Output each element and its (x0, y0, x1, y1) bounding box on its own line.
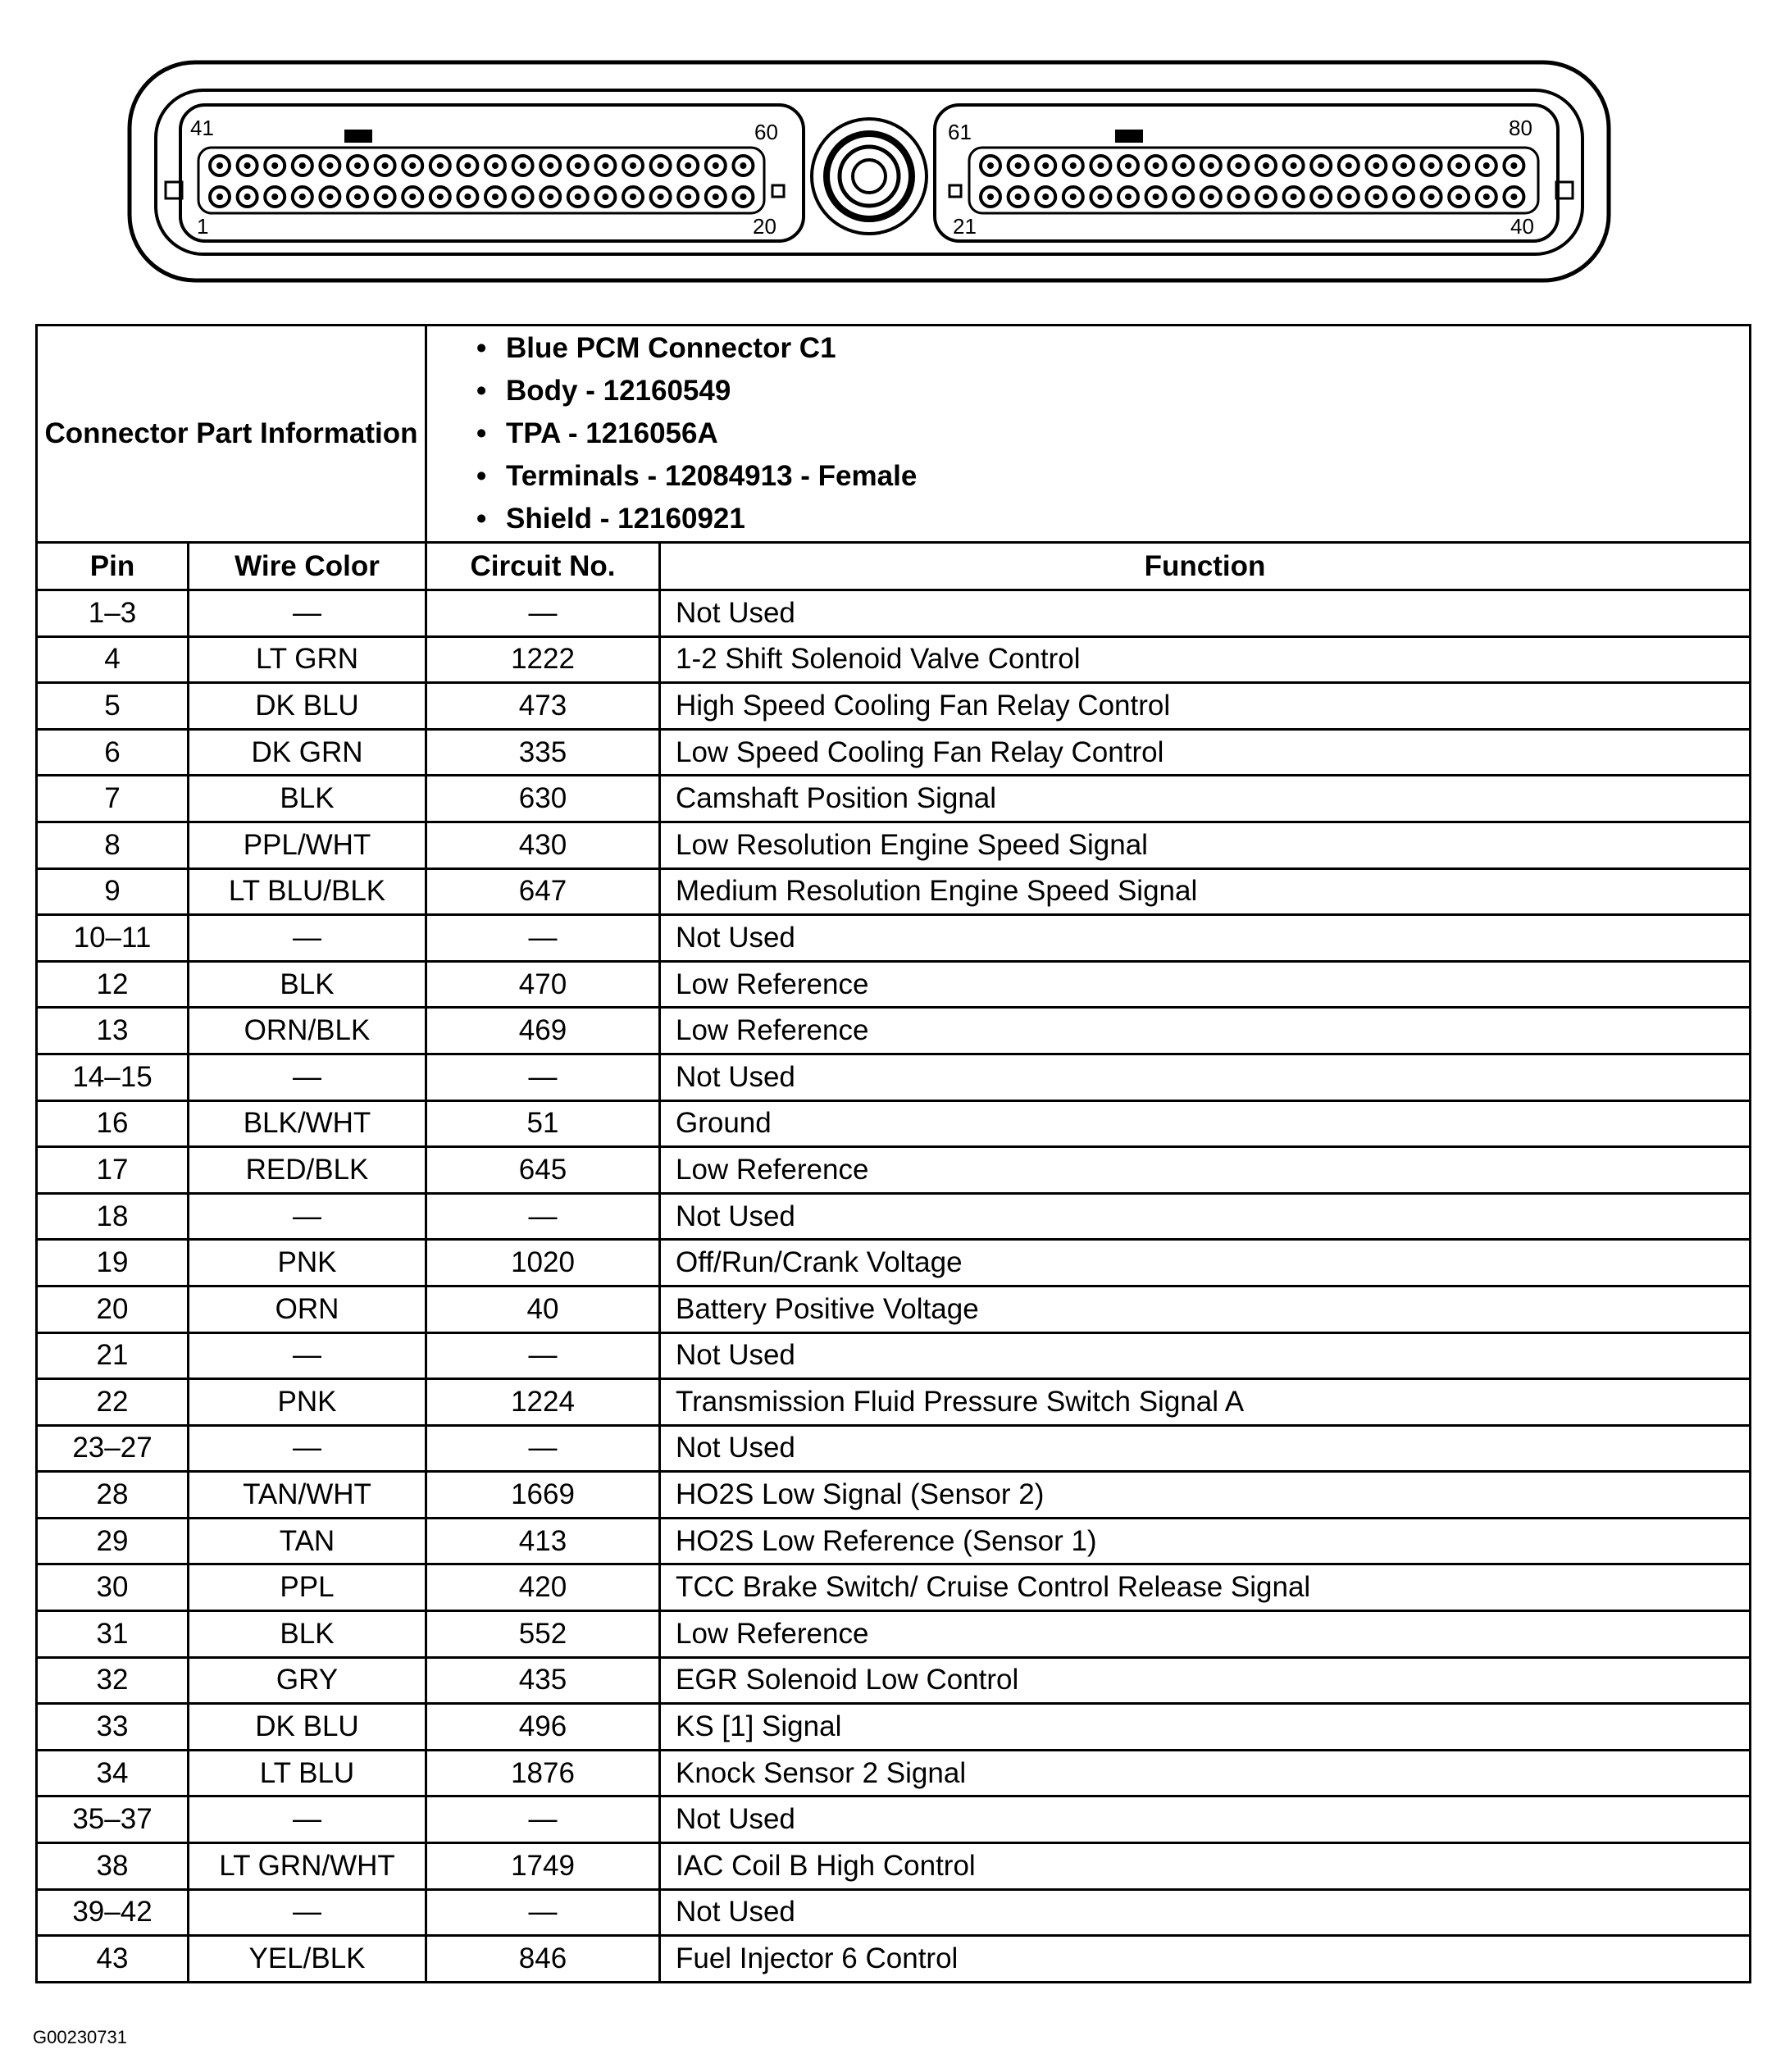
part-info-label: Connector Part Information (37, 326, 426, 543)
pin-terminal (575, 194, 581, 200)
pin-terminal (1318, 162, 1324, 169)
center-bolt-core (853, 160, 886, 193)
wire-color-cell: YEL/BLK (189, 1936, 426, 1983)
pin-terminal (382, 162, 389, 169)
pin-terminal (547, 162, 553, 169)
circuit-no-cell: 435 (426, 1657, 660, 1704)
table-row (37, 1750, 1751, 1796)
table-row (37, 1054, 1751, 1100)
circuit-no-cell: 40 (426, 1286, 660, 1332)
pin-terminal (602, 162, 608, 169)
pin-cell: 30 (37, 1564, 189, 1611)
wire-color-cell: — (189, 1332, 426, 1379)
part-info-row (37, 326, 1751, 543)
pin-terminal (437, 162, 444, 169)
table-row (37, 1379, 1751, 1426)
table-header-row (37, 543, 1751, 590)
pin-terminal (547, 194, 553, 200)
wire-color-cell: LT GRN/WHT (189, 1843, 426, 1890)
function-cell: Medium Resolution Engine Speed Signal (660, 868, 1751, 915)
function-cell: HO2S Low Reference (Sensor 1) (660, 1518, 1751, 1564)
function-cell: Transmission Fluid Pressure Switch Signal A (660, 1379, 1751, 1426)
left-block-tab (772, 185, 784, 197)
pin-label-80: 80 (1509, 116, 1532, 140)
circuit-no-cell: 1749 (426, 1843, 660, 1890)
circuit-no-cell: 846 (426, 1936, 660, 1983)
wire-color-cell: PNK (189, 1240, 426, 1286)
circuit-no-cell: 420 (426, 1564, 660, 1611)
table-row (37, 961, 1751, 1008)
pin-terminal (1042, 194, 1049, 200)
circuit-no-cell: 630 (426, 776, 660, 822)
function-cell: Not Used (660, 1425, 1751, 1472)
right-latch (1115, 130, 1143, 143)
pin-terminal (299, 162, 306, 169)
circuit-no-cell: — (426, 590, 660, 637)
pin-cell: 17 (37, 1147, 189, 1194)
pin-terminal (658, 194, 664, 200)
pin-label-1: 1 (197, 214, 209, 239)
table-row (37, 1147, 1751, 1194)
function-cell: KS [1] Signal (660, 1704, 1751, 1751)
part-info-item: • Blue PCM Connector C1 (476, 327, 1749, 370)
pin-cell: 1–3 (37, 590, 189, 637)
pin-terminal (1235, 162, 1241, 169)
wire-color-cell: TAN (189, 1518, 426, 1564)
table-row (37, 1796, 1751, 1843)
pin-terminal (1180, 194, 1186, 200)
circuit-no-cell: — (426, 1193, 660, 1240)
pin-terminal (1015, 162, 1022, 169)
table-row (37, 1472, 1751, 1519)
circuit-no-cell: — (426, 915, 660, 962)
function-cell: Not Used (660, 1054, 1751, 1100)
pin-cell: 9 (37, 868, 189, 915)
pin-terminal (216, 162, 223, 169)
pin-cell: 34 (37, 1750, 189, 1796)
pin-label-40: 40 (1510, 214, 1534, 239)
pin-terminal (1291, 162, 1297, 169)
wire-color-cell: ORN/BLK (189, 1008, 426, 1054)
pin-cell: 5 (37, 683, 189, 730)
table-row (37, 1611, 1751, 1658)
figure-id: G00230731 (33, 2027, 127, 2047)
circuit-no-cell: 647 (426, 868, 660, 915)
pin-terminal (1263, 162, 1269, 169)
header-circuit-no: Circuit No. (426, 543, 660, 590)
function-cell: IAC Coil B High Control (660, 1843, 1751, 1890)
pin-terminal (1318, 194, 1324, 200)
pin-cell: 43 (37, 1936, 189, 1983)
table-row (37, 1657, 1751, 1704)
wire-color-cell: BLK (189, 776, 426, 822)
wire-color-cell: — (189, 915, 426, 962)
function-cell: Knock Sensor 2 Signal (660, 1750, 1751, 1796)
pin-terminal (520, 194, 526, 200)
pin-terminal (1483, 194, 1490, 200)
pin-terminal (1373, 194, 1379, 200)
pin-cell: 16 (37, 1100, 189, 1147)
pin-cell: 14–15 (37, 1054, 189, 1100)
pin-terminal (409, 162, 416, 169)
circuit-no-cell: 496 (426, 1704, 660, 1751)
pin-terminal (216, 194, 223, 200)
circuit-no-cell: 1224 (426, 1379, 660, 1426)
part-info-item: • Shield - 12160921 (476, 498, 1749, 540)
wire-color-cell: DK GRN (189, 729, 426, 776)
left-pin-cavities (210, 156, 753, 207)
pin-terminal (492, 194, 499, 200)
function-cell: EGR Solenoid Low Control (660, 1657, 1751, 1704)
wire-color-cell: — (189, 1889, 426, 1936)
pin-label-60: 60 (754, 120, 778, 144)
pin-terminal (1263, 194, 1269, 200)
pin-cell: 21 (37, 1332, 189, 1379)
function-cell: Not Used (660, 1193, 1751, 1240)
function-cell: Low Reference (660, 1611, 1751, 1658)
pin-terminal (1070, 162, 1077, 169)
function-cell: TCC Brake Switch/ Cruise Control Release Signal (660, 1564, 1751, 1611)
circuit-no-cell: — (426, 1054, 660, 1100)
pin-terminal (987, 194, 994, 200)
pin-terminal (1208, 194, 1214, 200)
table-row (37, 1240, 1751, 1286)
pin-terminal (1208, 162, 1214, 169)
circuit-no-cell: 1669 (426, 1472, 660, 1519)
pin-cell: 13 (37, 1008, 189, 1054)
pin-terminal (1373, 162, 1379, 169)
circuit-no-cell: 645 (426, 1147, 660, 1194)
table-row (37, 1889, 1751, 1936)
pin-terminal (492, 162, 499, 169)
table-row (37, 729, 1751, 776)
pin-cell: 33 (37, 1704, 189, 1751)
pin-terminal (1070, 194, 1077, 200)
wire-color-cell: DK BLU (189, 683, 426, 730)
function-cell: Low Reference (660, 1147, 1751, 1194)
left-latch (344, 130, 372, 143)
pin-cell: 19 (37, 1240, 189, 1286)
wire-color-cell: — (189, 590, 426, 637)
pin-cell: 22 (37, 1379, 189, 1426)
pin-terminal (575, 162, 581, 169)
table-row (37, 1193, 1751, 1240)
function-cell: Low Reference (660, 961, 1751, 1008)
function-cell: Not Used (660, 1332, 1751, 1379)
pin-terminal (602, 194, 608, 200)
circuit-no-cell: — (426, 1889, 660, 1936)
pin-terminal (987, 162, 994, 169)
wire-color-cell: — (189, 1054, 426, 1100)
pin-terminal (1235, 194, 1241, 200)
pin-cell: 10–11 (37, 915, 189, 962)
table-row (37, 915, 1751, 962)
pin-terminal (299, 194, 306, 200)
pin-terminal (1346, 194, 1352, 200)
pin-terminal (244, 194, 251, 200)
wire-color-cell: BLK (189, 1611, 426, 1658)
pin-terminal (1153, 162, 1159, 169)
circuit-no-cell: 469 (426, 1008, 660, 1054)
function-cell: Camshaft Position Signal (660, 776, 1751, 822)
function-cell: Fuel Injector 6 Control (660, 1936, 1751, 1983)
function-cell: Not Used (660, 915, 1751, 962)
pin-terminal (409, 194, 416, 200)
pin-terminal (1125, 194, 1132, 200)
wire-color-cell: ORN (189, 1286, 426, 1332)
pin-cell: 38 (37, 1843, 189, 1890)
circuit-no-cell: 335 (426, 729, 660, 776)
wire-color-cell: — (189, 1193, 426, 1240)
right-pin-cavities (981, 156, 1523, 207)
pin-terminal (1510, 194, 1517, 200)
pin-terminal (1180, 162, 1186, 169)
table-row (37, 1100, 1751, 1147)
function-cell: Not Used (660, 1889, 1751, 1936)
pin-terminal (740, 162, 746, 169)
circuit-no-cell: 430 (426, 822, 660, 868)
wire-color-cell: RED/BLK (189, 1147, 426, 1194)
pin-terminal (658, 162, 664, 169)
function-cell: Off/Run/Crank Voltage (660, 1240, 1751, 1286)
table-row (37, 1518, 1751, 1564)
pin-terminal (382, 194, 389, 200)
pin-terminal (630, 194, 636, 200)
pin-terminal (1042, 162, 1049, 169)
pin-terminal (1428, 162, 1435, 169)
pin-cell: 4 (37, 636, 189, 683)
function-cell: Low Resolution Engine Speed Signal (660, 822, 1751, 868)
function-cell: Not Used (660, 1796, 1751, 1843)
wire-color-cell: LT BLU (189, 1750, 426, 1796)
wire-color-cell: — (189, 1425, 426, 1472)
pin-label-61: 61 (948, 120, 972, 144)
pin-terminal (740, 194, 746, 200)
pin-terminal (1125, 162, 1132, 169)
pin-terminal (685, 194, 691, 200)
wire-color-cell: PPL/WHT (189, 822, 426, 868)
connector-face-diagram (123, 57, 1615, 287)
table-row (37, 868, 1751, 915)
pin-terminal (685, 162, 691, 169)
function-cell: Battery Positive Voltage (660, 1286, 1751, 1332)
circuit-no-cell: — (426, 1332, 660, 1379)
pin-cell: 18 (37, 1193, 189, 1240)
connector-pinout-table (35, 324, 1751, 1983)
pin-terminal (1097, 162, 1104, 169)
pin-terminal (713, 162, 719, 169)
pin-cell: 28 (37, 1472, 189, 1519)
pin-cell: 32 (37, 1657, 189, 1704)
pin-terminal (1291, 194, 1297, 200)
pin-label-41: 41 (190, 116, 214, 140)
pin-terminal (326, 194, 333, 200)
table-row (37, 683, 1751, 730)
pin-label-21: 21 (953, 214, 977, 239)
pin-terminal (464, 162, 471, 169)
function-cell: High Speed Cooling Fan Relay Control (660, 683, 1751, 730)
pin-cell: 6 (37, 729, 189, 776)
pin-label-20: 20 (753, 214, 776, 239)
table-row (37, 590, 1751, 637)
function-cell: HO2S Low Signal (Sensor 2) (660, 1472, 1751, 1519)
pin-terminal (271, 162, 278, 169)
center-bolt-inner (840, 147, 899, 206)
pin-terminal (354, 194, 361, 200)
function-cell: Low Reference (660, 1008, 1751, 1054)
table-row (37, 1008, 1751, 1054)
pin-terminal (354, 162, 361, 169)
header-pin: Pin (37, 543, 189, 590)
function-cell: Not Used (660, 590, 1751, 637)
pin-cell: 23–27 (37, 1425, 189, 1472)
pin-terminal (1400, 162, 1407, 169)
pin-terminal (713, 194, 719, 200)
circuit-no-cell: 1222 (426, 636, 660, 683)
table-row (37, 1936, 1751, 1983)
table-row (37, 776, 1751, 822)
pin-terminal (1153, 194, 1159, 200)
part-info-item: • TPA - 1216056A (476, 412, 1749, 455)
pin-terminal (244, 162, 251, 169)
wire-color-cell: LT GRN (189, 636, 426, 683)
pin-cell: 31 (37, 1611, 189, 1658)
pin-terminal (630, 162, 636, 169)
pin-terminal (464, 194, 471, 200)
right-block-tab (949, 185, 961, 197)
wire-color-cell: — (189, 1796, 426, 1843)
table-row (37, 1425, 1751, 1472)
pin-cell: 12 (37, 961, 189, 1008)
wire-color-cell: LT BLU/BLK (189, 868, 426, 915)
pin-terminal (1346, 162, 1352, 169)
table-row (37, 1704, 1751, 1751)
pin-terminal (1400, 194, 1407, 200)
wire-color-cell: DK BLU (189, 1704, 426, 1751)
pin-cell: 35–37 (37, 1796, 189, 1843)
table-row (37, 1332, 1751, 1379)
pin-terminal (326, 162, 333, 169)
pin-terminal (1097, 194, 1104, 200)
header-wire-color: Wire Color (189, 543, 426, 590)
part-info-list (426, 326, 1751, 543)
header-function: Function (660, 543, 1751, 590)
pin-terminal (1483, 162, 1490, 169)
pin-cell: 29 (37, 1518, 189, 1564)
table-row (37, 1564, 1751, 1611)
pin-terminal (437, 194, 444, 200)
pin-cell: 7 (37, 776, 189, 822)
table-row (37, 636, 1751, 683)
wire-color-cell: GRY (189, 1657, 426, 1704)
circuit-no-cell: — (426, 1425, 660, 1472)
circuit-no-cell: 51 (426, 1100, 660, 1147)
circuit-no-cell: 1020 (426, 1240, 660, 1286)
function-cell: 1-2 Shift Solenoid Valve Control (660, 636, 1751, 683)
pin-terminal (271, 194, 278, 200)
circuit-no-cell: 470 (426, 961, 660, 1008)
pin-cell: 39–42 (37, 1889, 189, 1936)
pin-terminal (520, 162, 526, 169)
pin-terminal (1015, 194, 1022, 200)
circuit-no-cell: 1876 (426, 1750, 660, 1796)
table-row (37, 1843, 1751, 1890)
wire-color-cell: BLK/WHT (189, 1100, 426, 1147)
wire-color-cell: PNK (189, 1379, 426, 1426)
table-row (37, 822, 1751, 868)
pin-terminal (1510, 162, 1517, 169)
circuit-no-cell: 413 (426, 1518, 660, 1564)
pin-cell: 8 (37, 822, 189, 868)
part-info-item: • Terminals - 12084913 - Female (476, 455, 1749, 498)
function-cell: Low Speed Cooling Fan Relay Control (660, 729, 1751, 776)
circuit-no-cell: 473 (426, 683, 660, 730)
pin-cell: 20 (37, 1286, 189, 1332)
part-info-item: • Body - 12160549 (476, 370, 1749, 412)
pin-terminal (1455, 194, 1462, 200)
table-row (37, 1286, 1751, 1332)
wire-color-cell: BLK (189, 961, 426, 1008)
pin-terminal (1455, 162, 1462, 169)
circuit-no-cell: 552 (426, 1611, 660, 1658)
wire-color-cell: TAN/WHT (189, 1472, 426, 1519)
circuit-no-cell: — (426, 1796, 660, 1843)
function-cell: Ground (660, 1100, 1751, 1147)
wire-color-cell: PPL (189, 1564, 426, 1611)
pin-terminal (1428, 194, 1435, 200)
